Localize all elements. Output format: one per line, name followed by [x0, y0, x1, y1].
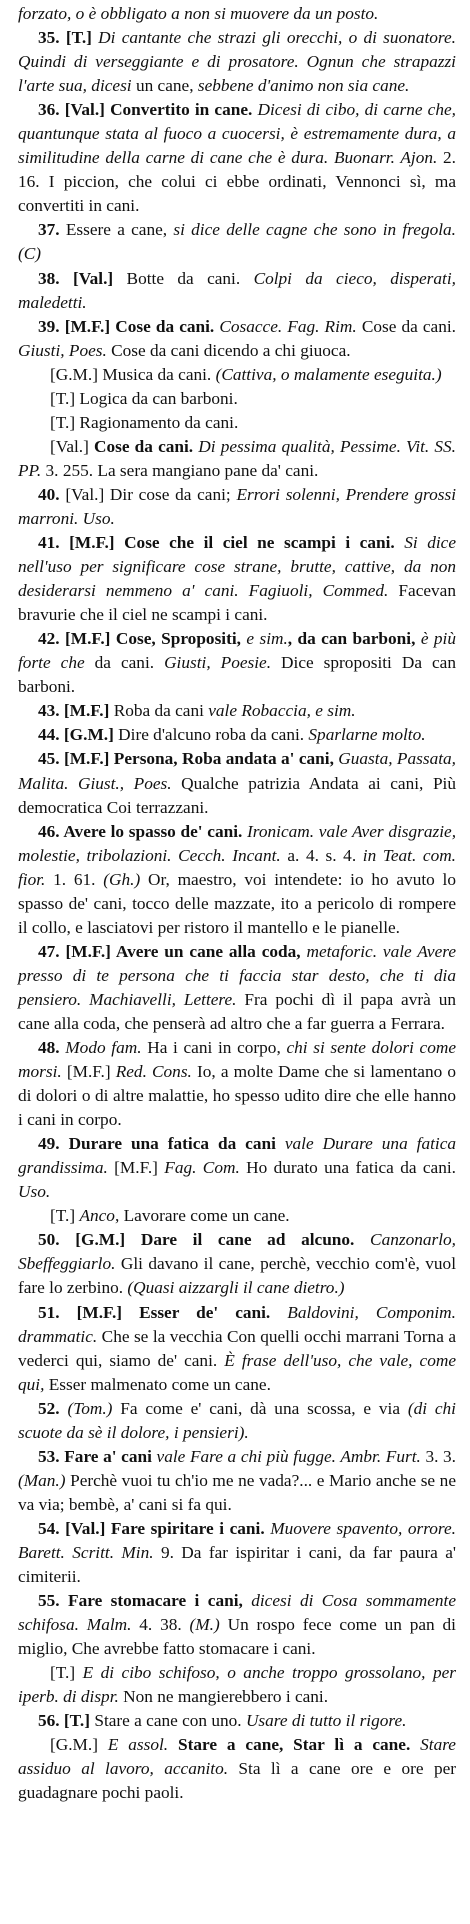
entry-e36 — [18, 98, 456, 218]
entry-text: da cani. — [84, 653, 165, 673]
entry-text: 49. — [38, 1134, 69, 1154]
entry-e41 — [18, 531, 456, 627]
entry-text: 54. [Val.] — [38, 1518, 111, 1538]
entry-text: [Val.] Dir cose da cani; — [65, 484, 237, 504]
entry-text: Che se la vecchia Con quelli occhi marrani Torna a vederci qui, siamo de' cani. — [18, 1326, 456, 1370]
entry-text: 35. [T.] — [38, 28, 99, 48]
entry-text: 47. [M.F.] — [38, 941, 116, 961]
entry-text: Ha i cani in corpo, — [141, 1038, 287, 1058]
entry-e53 — [18, 1445, 456, 1517]
entry-text: (Cattiva, o malamente eseguita.) — [215, 364, 442, 384]
entry-e39c — [18, 411, 456, 435]
entry-text: Si dice nell'uso per significare cose strane, brutte, cattive, da non desiderarsi nemmeno a' cani. Fagiuoli, Commed. — [18, 533, 456, 601]
entry-text: Giusti, Poes. — [18, 340, 107, 360]
entry-text: e sim. — [246, 629, 288, 649]
entry-text: (Gh.) — [103, 869, 141, 889]
entry-text: metaforic. vale Avere presso di te persona che ti faccia star desto, che ti dia pensiero. Machiavelli, Lettere. — [18, 941, 456, 1009]
entry-text: Muovere spavento, orrore. Barett. Scritt. Min. — [18, 1518, 456, 1562]
entry-text: 3. 3. — [420, 1446, 457, 1466]
entry-e43 — [18, 699, 456, 723]
entry-text: (Tom.) — [67, 1398, 113, 1418]
entry-text: Ho durato una fatica da cani. — [239, 1158, 456, 1178]
entry-text: Sparlarne molto. — [308, 725, 426, 745]
entry-text: 9. Da far ispiritar i cani, da far paura a' cimiterii. — [18, 1543, 456, 1587]
entry-text: [T.] — [50, 1206, 80, 1226]
entry-text: [T.] Ragionamento da cani. — [50, 412, 239, 432]
entry-e56 — [18, 1709, 456, 1733]
entry-text: Sta lì a cane ore e ore per guadagnare pochi paoli. — [18, 1759, 457, 1803]
entry-text: si dice delle cagne che sono in fregola. (C) — [18, 220, 456, 264]
entry-text: 51. [M.F.] — [38, 1302, 140, 1322]
entry-text: 41. [M.F.] — [38, 533, 125, 553]
entry-text: Fag. Com. — [164, 1158, 240, 1178]
entry-text: Fare stomacare i cani, — [68, 1591, 252, 1611]
entry-text: È frase dell'uso, che vale, come qui, — [18, 1350, 456, 1394]
entry-text: forzato, o è obbligato a non si muovere da un posto. — [18, 4, 379, 23]
entry-e37 — [18, 218, 456, 266]
entry-text: Cose, Spropositi, — [115, 629, 247, 649]
entry-text: , Lavorare come un cane. — [114, 1206, 290, 1226]
entry-text: è più forte che — [18, 629, 456, 673]
entry-e39 — [18, 315, 456, 363]
entry-text: Errori solenni, Prendere grossi marroni. Uso. — [18, 484, 457, 528]
entry-text: Cose da cani. — [94, 436, 199, 456]
entry-text: 3. 255. La sera mangiano pane da' cani. — [41, 460, 319, 480]
entry-text: Cose da cani. — [356, 316, 456, 336]
entry-text: Cose che il ciel ne scampi i cani. — [124, 533, 405, 553]
entry-text: Musica da cani. — [102, 364, 216, 384]
entry-text: Durare una fatica da cani — [68, 1134, 285, 1154]
entry-text: Avere lo spasso de' cani. — [63, 821, 248, 841]
entry-text: Roba da cani — [113, 701, 209, 721]
entry-text: E assol. — [107, 1735, 178, 1755]
entry-text: Modo fam. — [65, 1038, 142, 1058]
entry-text: 45. [M.F.] — [38, 749, 114, 769]
entry-text: [G.M.] — [50, 1735, 108, 1755]
entry-text: Dare il cane ad alcuno. — [140, 1230, 371, 1250]
entry-text: Anco — [79, 1206, 115, 1226]
entry-text: Dire d'alcuno roba da cani. — [118, 725, 309, 745]
entry-text: (Quasi aizzargli il cane dietro.) — [127, 1278, 345, 1298]
entry-text: Gli davano il cane, perchè, vecchio com'è, vuol fare lo zerbino. — [18, 1254, 456, 1298]
entry-e49a — [18, 1204, 456, 1228]
entry-text: Usare di tutto il rigore. — [245, 1711, 407, 1731]
entry-text: 38. [Val.] — [38, 268, 127, 288]
entry-text: [Val.] — [50, 436, 95, 456]
entry-text: 53. — [38, 1446, 65, 1466]
entry-text: Convertito in cane. — [110, 100, 258, 120]
entry-text: 42. [M.F.] — [38, 629, 116, 649]
entry-text: chi si sente dolori come morsi. — [18, 1038, 457, 1082]
entry-text: (di chi scuote da sè il dolore, i pensieri). — [18, 1398, 456, 1442]
entry-text: vale Robaccia, e sim. — [208, 701, 356, 721]
entry-text: un cane, — [131, 76, 198, 96]
entry-text: 37. — [38, 220, 66, 240]
entry-text: Non ne mangierebbero i cani. — [118, 1687, 329, 1707]
entry-text: Di cantante che strazi gli orecchi, o di suonatore. Quindi di verseggiante e di prosatore. Ognun che strapazzi l'arte sua, dicesi — [18, 28, 456, 96]
entry-text: dicesi di Cosa sommamente schifosa. Malm. — [18, 1591, 456, 1635]
entry-text: [T.] Logica da can barboni. — [50, 388, 238, 408]
entry-text: 52. — [38, 1398, 68, 1418]
entry-text: Cosacce. Fag. Rim. — [219, 316, 357, 336]
entry-text: Red. Cons. — [115, 1062, 192, 1082]
entry-e49 — [18, 1132, 456, 1204]
entry-text: , da can barboni, — [287, 629, 421, 649]
entry-text: 55. — [38, 1591, 69, 1611]
entry-e50 — [18, 1228, 456, 1300]
entry-text: Stare a cane, Star lì a cane. — [178, 1735, 421, 1755]
entry-text: vale Fare a chi più fugge. Ambr. Furt. — [156, 1446, 421, 1466]
entry-e51 — [18, 1301, 456, 1397]
entry-text: Stare a cane con uno. — [94, 1711, 246, 1731]
entry-text: Di pessima qualità, Pessime. Vit. SS. PP. — [18, 436, 456, 480]
entry-text: Or, maestro, voi intendete: io ho avuto lo spasso de' cani, tocco delle mazzate, ito a pericolo di rompere il collo, e lasciatovi per ristoro il mantello e le pianelle. — [18, 869, 456, 937]
entry-e55a — [18, 1661, 456, 1709]
entry-text: Qualche patrizia Andata ai cani, Più democratica Coi terrazzani. — [18, 773, 456, 817]
entry-text: Io, a molte Dame che si lamentano o di dolori o di altre malattie, ho spesso udito dire che elle hanno i cani in corpo. — [18, 1062, 456, 1130]
entry-text: Perchè vuoi tu ch'io me ne vada?... e Mario anche se ne va via; bembè, a' cani si fa qui. — [18, 1470, 456, 1514]
entry-text: 36. [Val.] — [38, 100, 111, 120]
entry-e52 — [18, 1397, 456, 1445]
entry-text: Dice spropositi Da can barboni. — [18, 653, 456, 697]
entry-text: Cose da cani. — [115, 316, 220, 336]
entry-e55 — [18, 1589, 456, 1661]
entry-text: Dicesi di cibo, di carne che, quantunque stata al fuoco a cuocersi, è estremamente dura, a similitudine della carne di cane che è dura. Buonarr. Ajon. — [18, 100, 456, 168]
entry-text: Avere un cane alla coda, — [115, 941, 307, 961]
entry-e54 — [18, 1517, 456, 1589]
entry-text: Fa come e' cani, dà una scossa, e via — [112, 1398, 408, 1418]
entry-text: 44. [G.M.] — [38, 725, 119, 745]
entry-text: sebbene d'animo non sia cane. — [197, 76, 410, 96]
entry-e56a — [18, 1733, 456, 1805]
entry-text: 40. — [38, 484, 66, 504]
entry-text: Fare a' cani — [64, 1446, 157, 1466]
entry-text: Uso. — [18, 1182, 51, 1202]
entry-text: Canzonarlo, Sbeffeggiarlo. — [18, 1230, 456, 1274]
entry-text: Fare spiritare i cani. — [110, 1518, 271, 1538]
entry-text: 2. 16. I piccion, che colui ci ebbe ordinati, Vennonci sì, ma convertiti in cani. — [18, 148, 456, 216]
entry-text: (Man.) — [18, 1470, 66, 1490]
entry-e39b — [18, 387, 456, 411]
entry-e47 — [18, 940, 456, 1036]
entry-text: 39. [M.F.] — [38, 316, 116, 336]
entry-e46 — [18, 820, 456, 940]
entry-e40 — [18, 483, 456, 531]
entry-e38 — [18, 267, 456, 315]
entry-text: [T.] — [50, 1663, 83, 1683]
entry-text: (M.) — [189, 1615, 220, 1635]
entry-text: [M.F.] — [61, 1062, 116, 1082]
entry-text: Facevan bravurie che il ciel ne scampi i cani. — [18, 581, 456, 625]
entry-text: in Teat. com. fior. — [18, 845, 457, 889]
entry-e39a — [18, 363, 456, 387]
entry-text: 50. [G.M.] — [38, 1230, 141, 1250]
entry-text: Persona, Roba andata a' cani, — [113, 749, 339, 769]
entry-text: Colpi da cieco, disperati, maledetti. — [18, 268, 456, 312]
entry-text: Botte da cani. — [126, 268, 254, 288]
entry-e42 — [18, 627, 456, 699]
entry-text: Esser de' cani. — [139, 1302, 288, 1322]
entry-text: 46. — [38, 821, 64, 841]
entry-text: [G.M.] — [50, 364, 103, 384]
entry-e45 — [18, 747, 456, 819]
entry-text: Stare assiduo al lavoro, accanito. — [18, 1735, 456, 1779]
entry-text: Baldovini, Componim. drammatic. — [18, 1302, 456, 1346]
entry-text: 43. [M.F.] — [38, 701, 114, 721]
entry-text: Esser malmenato come un cane. — [44, 1374, 271, 1394]
entry-text: vale Durare una fatica grandissima. — [18, 1134, 457, 1178]
entry-text: [M.F.] — [107, 1158, 165, 1178]
entry-text: 56. [T.] — [38, 1711, 95, 1731]
entry-e39d — [18, 435, 456, 483]
entry-text: Un rospo fece come un pan di miglio, Che avrebbe fatto stomacare i cani. — [18, 1615, 456, 1659]
entry-text: 1. 61. — [45, 869, 104, 889]
entry-text: Ironicam. vale Aver disgrazie, molestie, tribolazioni. Cecch. Incant. — [18, 821, 457, 865]
entry-text: a. 4. s. 4. — [280, 845, 363, 865]
entry-text: 4. 38. — [131, 1615, 190, 1635]
entry-e48 — [18, 1036, 456, 1132]
entry-text: Giusti, Poesie. — [164, 653, 272, 673]
entry-text: 48. — [38, 1038, 66, 1058]
entry-text: Cose da cani dicendo a chi giuoca. — [106, 340, 351, 360]
entry-e0 — [18, 2, 456, 26]
entry-text: Fra pochi dì il papa avrà un cane alla coda, che penserà ad altro che a far guerra a Ferrara. — [18, 989, 456, 1033]
entry-e44 — [18, 723, 456, 747]
entry-text: Essere a cane, — [65, 220, 174, 240]
entry-text: E di cibo schifoso, o anche troppo grossolano, per iperb. di dispr. — [18, 1663, 456, 1707]
entry-e35 — [18, 26, 456, 98]
entry-text: Guasta, Passata, Malita. Giust., Poes. — [18, 749, 456, 793]
